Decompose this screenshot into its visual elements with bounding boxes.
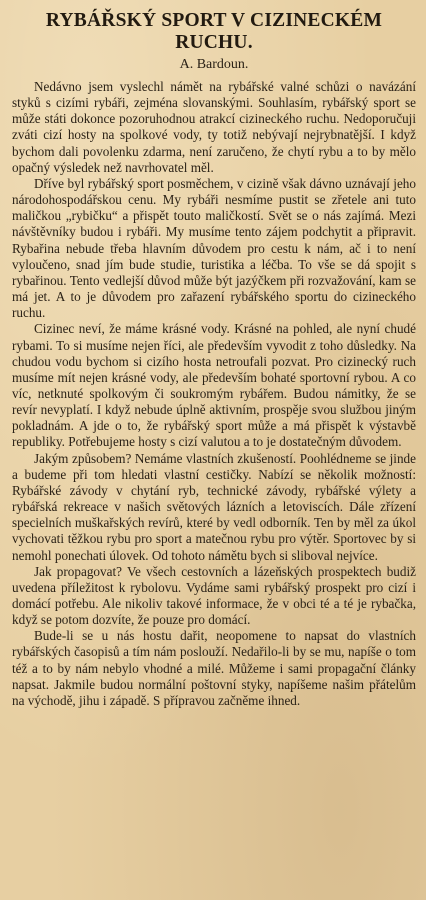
paragraph-2: Dříve byl rybářský sport posměchem, v cizině však dávno uznávají jeho národohospodářskou cenu. My rybáři nesmíme pustit se zřetele ani tuto maličkou „rybičku“ a přispět touto maličkostí. Svět se o nás zajímá. Mezi návštěvníky budou i rybáři. My musíme tento zájem podchytit a připravit. Rybařina nebude třeba hlavním důvodem pro cestu k nám, ač i to není vyloučeno, snad jím bude studie, turistika a léčba. To vše se dá spojit s rybařinou. Tento vedlejší důvod může být jazýčkem při rozvažování, kam se má jet. A to je důvodem pro zařazení rybářského sportu do cizineckého ruchu. — [12, 175, 416, 321]
paragraph-1: Nedávno jsem vyslechl námět na rybářské valné schůzi o navázání styků s cizími rybáři, zejména slovanskými. Souhlasím, rybářský sport se může státi dokonce pozoruhodnou atrakcí cizineckého ruchu. Nedoporučuji zváti cizí hosty na spolkové vody, ty totiž nebývají nejrybnatější. I když bychom dali povolenku zdarma, není zaručeno, že chytí rybu a to by mělo opačný výsledek než navrhovatel měl. — [12, 79, 416, 175]
article-author: A. Bardoun. — [179, 57, 249, 72]
paragraph-3: Cizinec neví, že máme krásné vody. Krásné na pohled, ale nyní chudé rybami. To si musíme nejen říci, ale především vyvodit z toho důsledky. Na chudou vodu bychom si cizího hosta netroufali pozvat. Pro cizinecký ruch musíme mít nejen krásné vody, ale především bohaté sportovní rybou. A co víc, netknuté spolkovým či soukromým rybářem. Budou námitky, že se revír nevyplatí. I když nebude úplně aktivním, prospěje svou službou jiným pokladnám. A jde o to, že rybářský sport může a má přispět k výstavbě republiky. Potřebujeme hosty s cizí valutou a to je dostatečným důvodem. — [12, 321, 416, 450]
article-title: RYBÁŘSKÝ SPORT V CIZINECKÉM RUCHU. — [45, 10, 383, 53]
paragraph-5: Jak propagovat? Ve všech cestovních a lázeňských prospektech budiž uvedena příležitost k rybolovu. Vydáme sami rybářský prospekt pro cizí i domácí potřebu. Ale nikoliv takové informace, že v obci té a té je rybačka, když se potom dozvíte, že pouze pro domácí. — [12, 563, 416, 628]
paragraph-4: Jakým způsobem? Nemáme vlastních zkušeností. Poohlédneme se jinde a budeme při tom hledati vlastní cestičky. Nabízí se několik možností: Rybářské závody v chytání ryb, technické závody, rybářské výlety a rybářská rekreace v našich světových lázních a letoviscích. Dále zřízení specielních muškařských revírů, které by vedl odborník. Ten by měl za úkol vychovati těžkou rybu pro sport a matečnou rybu pro výtěr. Sportovec by si nemohl ponechati úlovek. Od tohoto námětu bych si sliboval nejvíce. — [12, 450, 416, 563]
paragraph-6: Bude-li se u nás hostu dařit, neopomene to napsat do vlastních rybářských časopisů a tím nám poslouží. Nedařilo-li by se mu, napíše o tom též a to by nám nebylo vhodné a milé. Můžeme i sami propagační články napsat. Jakmile budou normální poštovní styky, napíšeme našim přátelům na východě, jihu i západě. S přípravou začněme ihned. — [12, 628, 416, 708]
